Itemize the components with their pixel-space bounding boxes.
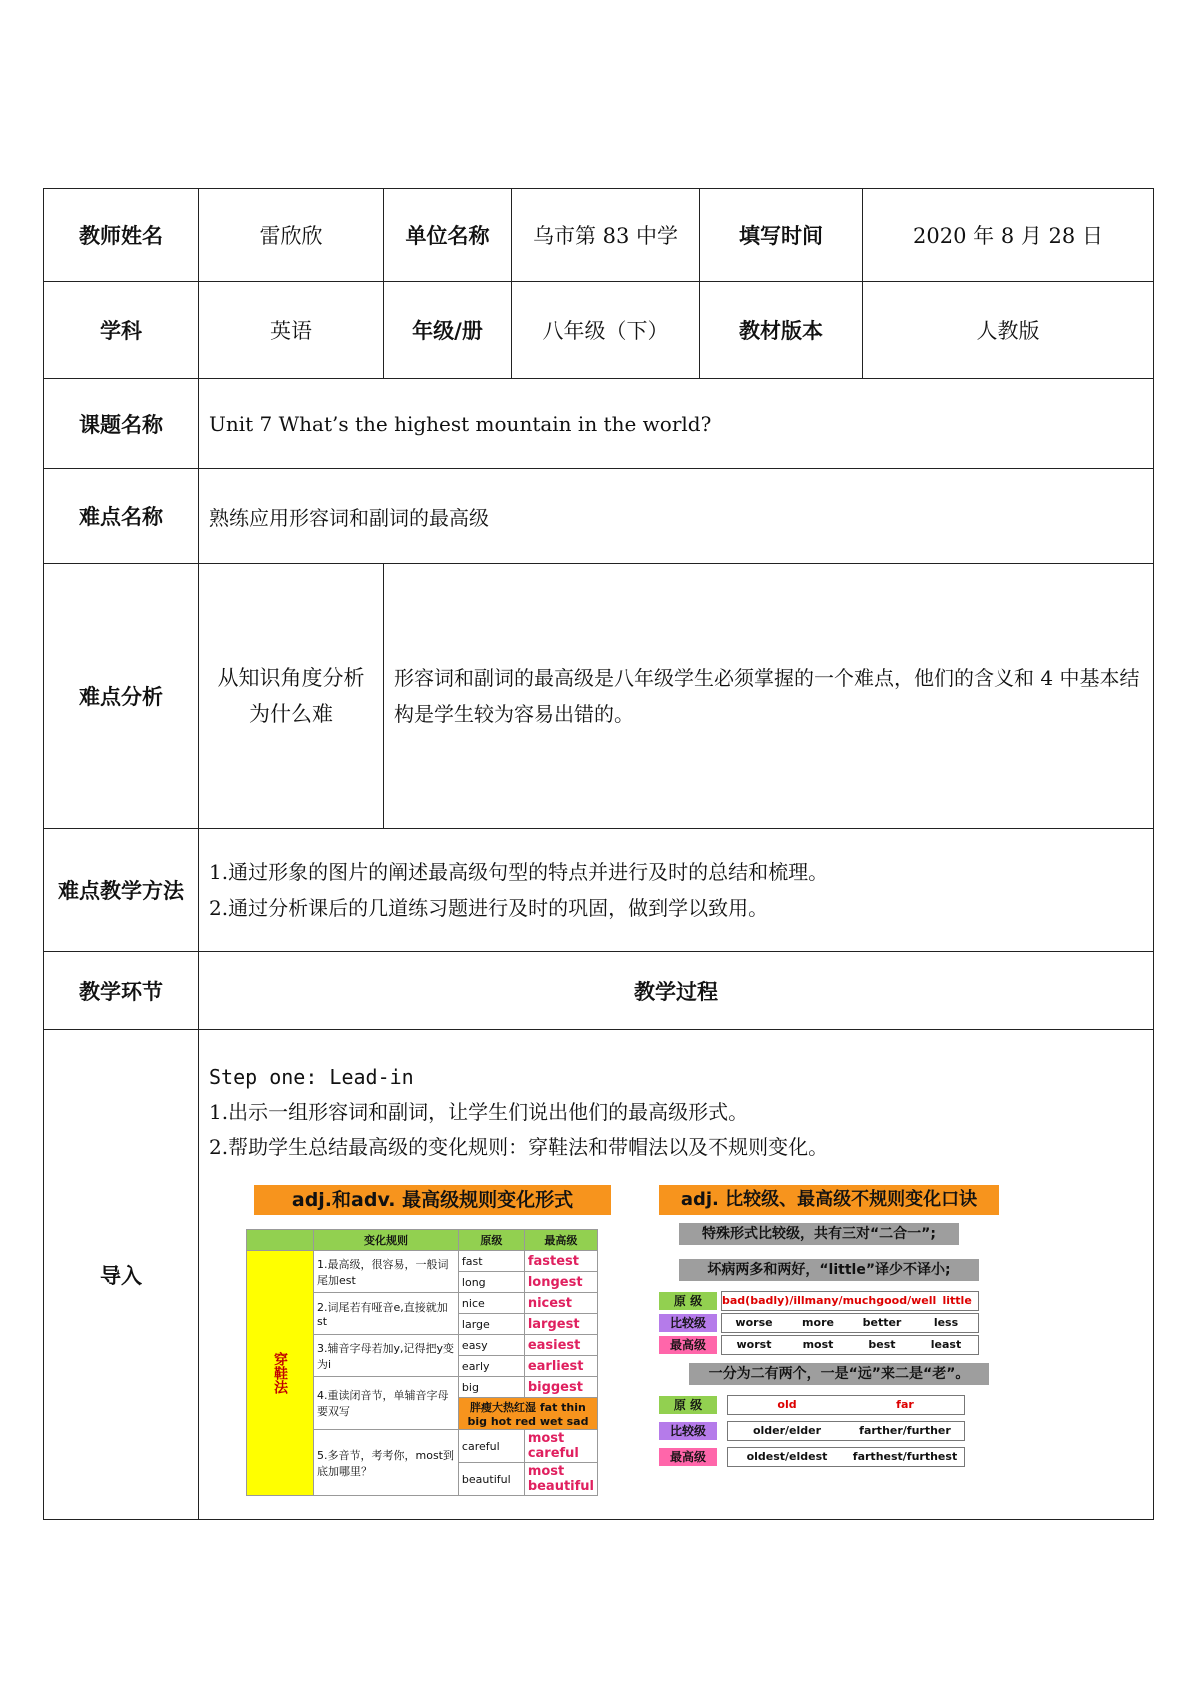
grade-label: 年级/册 bbox=[384, 282, 512, 379]
sup-word: most careful bbox=[524, 1430, 597, 1463]
date-label: 填写时间 bbox=[700, 189, 863, 282]
base-word: fast bbox=[458, 1251, 524, 1272]
sup-cell: worst bbox=[736, 1338, 772, 1351]
irregular2-row-comp bbox=[659, 1421, 999, 1441]
comp-cell: better bbox=[862, 1316, 902, 1329]
base-label: 原 级 bbox=[659, 1396, 717, 1414]
comp-label: 比较级 bbox=[659, 1422, 717, 1440]
rule-1: 1.最高级，很容易，一般词尾加est bbox=[314, 1251, 459, 1293]
comp-cell: less bbox=[933, 1316, 959, 1329]
sup2-cell: farthest/furthest bbox=[852, 1450, 958, 1463]
subject: 英语 bbox=[199, 282, 384, 379]
sup2-cell: oldest/eldest bbox=[746, 1450, 828, 1463]
irregular2-row-base bbox=[659, 1395, 999, 1415]
comp2-cell: farther/further bbox=[859, 1424, 951, 1437]
col-rule: 变化规则 bbox=[314, 1230, 459, 1251]
sup-word: nicest bbox=[524, 1293, 597, 1314]
irregular-row-base bbox=[659, 1291, 999, 1311]
leadin-label: 导入 bbox=[44, 1030, 199, 1520]
sup-cell: least bbox=[930, 1338, 962, 1351]
grade: 八年级（下） bbox=[512, 282, 700, 379]
group-shoe: 穿鞋法 bbox=[247, 1251, 314, 1496]
teacher-label: 教师姓名 bbox=[44, 189, 199, 282]
comp2-cell: older/elder bbox=[752, 1424, 822, 1437]
fill-date: 2020 年 8 月 28 日 bbox=[863, 189, 1154, 282]
irregular-row-comp bbox=[659, 1313, 999, 1333]
irregular-line-3: 一分为二有两个，一是“远”来二是“老”。 bbox=[689, 1363, 989, 1385]
regular-rule-banner: adj.和adv. 最高级规则变化形式 bbox=[254, 1185, 611, 1215]
col-sup: 最高级 bbox=[524, 1230, 597, 1251]
sup2-cells bbox=[727, 1447, 965, 1467]
method-line-2: 2.通过分析课后的几道练习题进行及时的巩固，做到学以致用。 bbox=[209, 896, 769, 920]
rule-5: 5.多音节，考考你，most到底加哪里？ bbox=[314, 1430, 459, 1496]
sup-cell: best bbox=[868, 1338, 896, 1351]
base-word: big bbox=[458, 1377, 524, 1398]
edition-label: 教材版本 bbox=[700, 282, 863, 379]
base-cell: good/well bbox=[876, 1294, 937, 1307]
base-word: easy bbox=[458, 1335, 524, 1356]
rhyme-row bbox=[458, 1398, 597, 1430]
comp-cells bbox=[721, 1313, 979, 1333]
leadin-line-1: 1.出示一组形容词和副词，让学生们说出他们的最高级形式。 bbox=[209, 1100, 749, 1124]
teacher-name: 雷欣欣 bbox=[199, 189, 384, 282]
comp2-cells bbox=[727, 1421, 965, 1441]
base-cell: little bbox=[942, 1294, 972, 1307]
base-word: careful bbox=[458, 1430, 524, 1463]
sup-word: longest bbox=[524, 1272, 597, 1293]
leadin-images bbox=[209, 1185, 1143, 1515]
base-word: early bbox=[458, 1356, 524, 1377]
rule-2: 2.词尾若有哑音e,直接就加st bbox=[314, 1293, 459, 1335]
method-line-1: 1.通过形象的图片的阐述最高级句型的特点并进行及时的总结和梳理。 bbox=[209, 860, 829, 884]
difficulty-value: 熟练应用形容词和副词的最高级 bbox=[199, 469, 1154, 564]
sup-word: largest bbox=[524, 1314, 597, 1335]
rule-3: 3.辅音字母若加y,记得把y变为i bbox=[314, 1335, 459, 1377]
section-label: 教学环节 bbox=[44, 952, 199, 1030]
base-label: 原 级 bbox=[659, 1292, 717, 1310]
unit-name: 乌市第 83 中学 bbox=[512, 189, 700, 282]
base-cell: many/much bbox=[804, 1294, 877, 1307]
sup-word: easiest bbox=[524, 1335, 597, 1356]
analysis-text: 形容词和副词的最高级是八年级学生必须掌握的一个难点，他们的含义和 4 中基本结构是学生较为容易出错的。 bbox=[384, 564, 1154, 829]
base-word: long bbox=[458, 1272, 524, 1293]
subject-label: 学科 bbox=[44, 282, 199, 379]
irregular-line-1: 特殊形式比较级，共有三对“二合一”; bbox=[679, 1223, 959, 1245]
comp-label: 比较级 bbox=[659, 1314, 717, 1332]
regular-rule-figure bbox=[254, 1185, 614, 1496]
analysis-label: 难点分析 bbox=[44, 564, 199, 829]
sup-word: biggest bbox=[524, 1377, 597, 1398]
irregular-banner: adj. 比较级、最高级不规则变化口诀 bbox=[659, 1185, 999, 1215]
method-label: 难点教学方法 bbox=[44, 829, 199, 952]
irregular-figure bbox=[659, 1185, 999, 1467]
sup-word: fastest bbox=[524, 1251, 597, 1272]
method-content bbox=[199, 829, 1154, 952]
sup-cells bbox=[721, 1335, 979, 1355]
lesson-plan-table bbox=[43, 188, 1154, 1520]
base2-cell: far bbox=[896, 1398, 914, 1411]
topic-value: Unit 7 What’s the highest mountain in the world? bbox=[199, 379, 1154, 469]
rhyme-words: fat thin big hot red wet sad bbox=[467, 1401, 589, 1428]
leadin-line-2: 2.帮助学生总结最高级的变化规则：穿鞋法和带帽法以及不规则变化。 bbox=[209, 1135, 829, 1159]
irregular-row-sup bbox=[659, 1335, 999, 1355]
sup-label: 最高级 bbox=[659, 1336, 717, 1354]
rhyme-cn: 胖瘦大热红湿 bbox=[470, 1401, 537, 1414]
comp-cell: more bbox=[802, 1316, 834, 1329]
regular-rule-table bbox=[246, 1229, 598, 1496]
base-cell: bad(badly)/ill bbox=[722, 1294, 805, 1307]
comp-cell: worse bbox=[735, 1316, 773, 1329]
step-title: Step one: Lead-in bbox=[209, 1065, 414, 1089]
sup-label: 最高级 bbox=[659, 1448, 717, 1466]
sup-cell: most bbox=[802, 1338, 834, 1351]
edition: 人教版 bbox=[863, 282, 1154, 379]
process-label: 教学过程 bbox=[199, 952, 1154, 1030]
col-base: 原级 bbox=[458, 1230, 524, 1251]
unit-label: 单位名称 bbox=[384, 189, 512, 282]
analysis-sub-label: 从知识角度分析为什么难 bbox=[199, 564, 384, 829]
base-word: beautiful bbox=[458, 1463, 524, 1496]
base2-cell: old bbox=[777, 1398, 797, 1411]
base-word: large bbox=[458, 1314, 524, 1335]
topic-label: 课题名称 bbox=[44, 379, 199, 469]
base-word: nice bbox=[458, 1293, 524, 1314]
sup-word: most beautiful bbox=[524, 1463, 597, 1496]
leadin-content bbox=[199, 1030, 1154, 1520]
irregular2-row-sup bbox=[659, 1447, 999, 1467]
base2-cells bbox=[727, 1395, 965, 1415]
sup-word: earliest bbox=[524, 1356, 597, 1377]
rule-4: 4.重读闭音节，单辅音字母要双写 bbox=[314, 1377, 459, 1430]
irregular-line-2: 坏病两多和两好，“little”译少不译小; bbox=[679, 1259, 979, 1281]
base-cells bbox=[721, 1291, 979, 1311]
lesson-plan-page bbox=[43, 188, 1153, 1520]
difficulty-label: 难点名称 bbox=[44, 469, 199, 564]
